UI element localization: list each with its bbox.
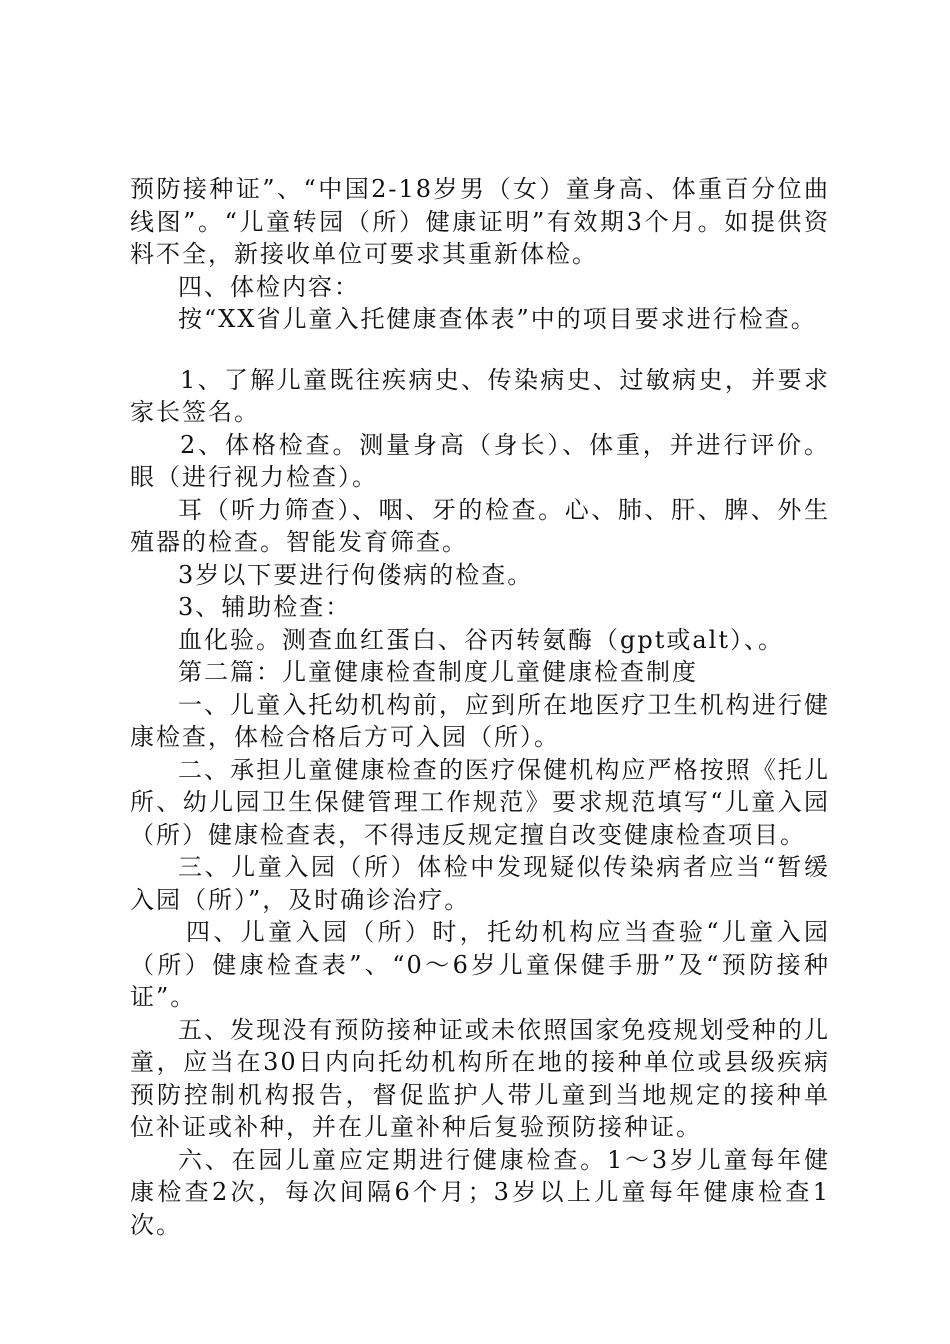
document-body — [130, 173, 830, 1241]
section-title-part-two: 第二篇：儿童健康检查制度儿童健康检查制度 — [178, 658, 698, 686]
blank-line — [130, 336, 830, 364]
heading-auxiliary-exam: 3、辅助检查： — [178, 593, 352, 621]
rule-item-1: 一、儿童入托幼机构前，应到所在地医疗卫生机构进行健康检查，体检合格后方可入园（所）。 — [130, 690, 830, 751]
paragraph-ent-exam: 耳（听力筛查）、咽、牙的检查。心、肺、肝、脾、外生殖器的检查。智能发育筛查。 — [130, 495, 830, 556]
rule-item-6: 六、在园儿童应定期进行健康检查。1～3岁儿童每年健康检查2次，每次间隔6个月；3岁以上儿童每年健康检查1次。 — [130, 1145, 830, 1239]
rule-item-3: 三、儿童入园（所）体检中发现疑似传染病者应当“暂缓入园（所）”，及时确诊治疗。 — [130, 853, 830, 914]
paragraph-rickets: 3岁以下要进行佝偻病的检查。 — [178, 560, 534, 589]
heading-exam-content: 四、体检内容： — [178, 272, 360, 301]
rule-item-4: 四、儿童入园（所）时，托幼机构应当查验“儿童入园（所）健康检查表”、“0～6岁儿童保健手册”及“预防接种证”。 — [130, 918, 830, 1011]
paragraph-blood-test: 血化验。测查血红蛋白、谷丙转氨酶（gpt或alt）、。 — [178, 625, 784, 654]
paragraph-exam-form: 按“XX省儿童入托健康查体表”中的项目要求进行检查。 — [178, 305, 817, 333]
rule-item-5: 五、发现没有预防接种证或未依照国家免疫规划受种的儿童，应当在30日内向托幼机构所在地的接种单位或县级疾病预防控制机构报告，督促监护人带儿童到当地规定的接种单位补证或补种，并在儿童补种后复验预防接种证。 — [130, 1015, 830, 1141]
paragraph-history: 1、了解儿童既往疾病史、传染病史、过敏病史，并要求家长签名。 — [130, 365, 830, 426]
paragraph-vaccination-docs: 预防接种证”、“中国2-18岁男（女）童身高、体重百分位曲线图”。“儿童转园（所）健康证明”有效期3个月。如提供资料不全，新接收单位可要求其重新体检。 — [130, 175, 830, 268]
paragraph-physical-exam: 2、体格检查。测量身高（身长）、体重，并进行评价。眼（进行视力检查）。 — [130, 430, 830, 491]
rule-item-2: 二、承担儿童健康检查的医疗保健机构应严格按照《托儿所、幼儿园卫生保健管理工作规范》要求规范填写“儿童入园（所）健康检查表，不得违反规定擅自改变健康检查项目。 — [130, 755, 830, 849]
